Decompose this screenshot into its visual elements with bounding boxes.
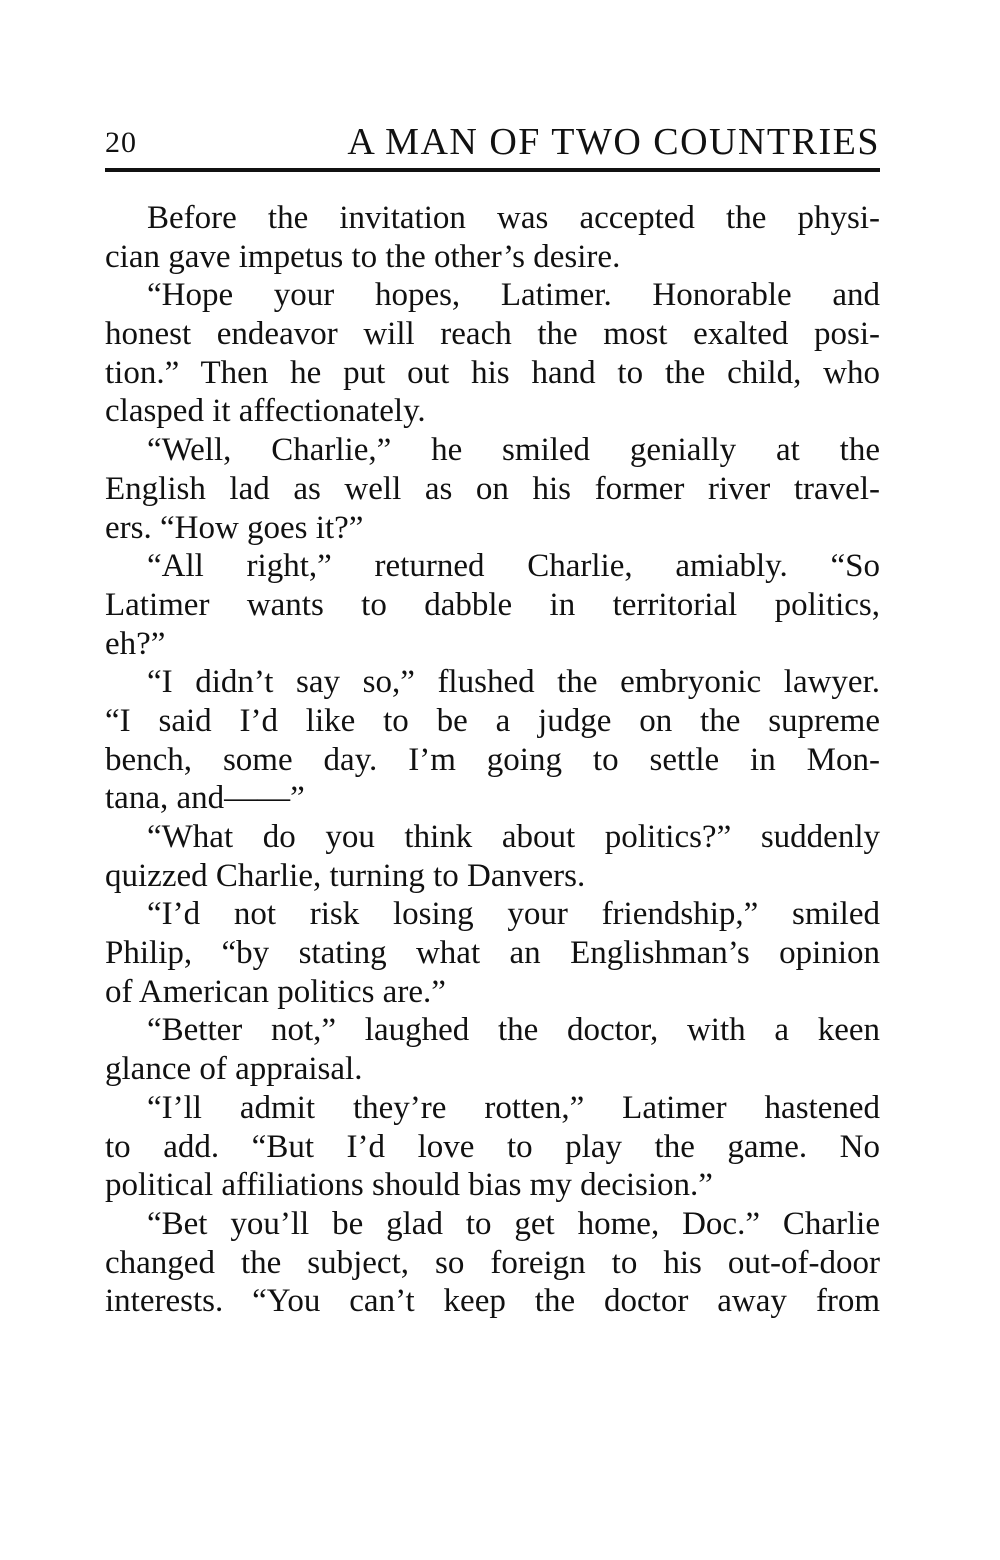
- text-line: “I’ll admit they’re rotten,” Latimer hastened: [147, 1089, 880, 1126]
- text-line: clasped it affectionately.: [105, 393, 426, 430]
- text-line: “Bet you’ll be glad to get home, Doc.” Charlie: [147, 1205, 880, 1242]
- text-line: “I didn’t say so,” flushed the embryonic lawyer.: [147, 664, 880, 701]
- text-line: “What do you think about politics?” suddenly: [147, 819, 880, 855]
- header-rule: [105, 168, 880, 172]
- text-line: changed the subject, so foreign to his out-of-door: [105, 1244, 880, 1281]
- text-line: Philip, “by stating what an Englishman’s opinion: [105, 935, 880, 972]
- text-line: political affiliations should bias my decision.”: [105, 1167, 713, 1204]
- text-line: honest endeavor will reach the most exalted posi-: [105, 316, 880, 353]
- page-number: 20: [105, 126, 137, 159]
- text-line: English lad as well as on his former river travel-: [105, 470, 880, 507]
- text-line: “I said I’d like to be a judge on the supreme: [105, 702, 880, 739]
- text-line: “All right,” returned Charlie, amiably. “So: [147, 548, 880, 585]
- page-header: [105, 120, 880, 168]
- text-line: Latimer wants to dabble in territorial politics,: [105, 586, 880, 623]
- text-line: “Well, Charlie,” he smiled genially at the: [147, 432, 880, 469]
- text-line: eh?”: [105, 625, 166, 662]
- text-line: interests. “You can’t keep the doctor away from: [105, 1283, 880, 1320]
- text-line: to add. “But I’d love to play the game. No: [105, 1128, 880, 1165]
- running-title: A MAN OF TWO COUNTRIES: [347, 121, 880, 163]
- text-line: tana, and——”: [105, 780, 305, 817]
- text-line: of American politics are.”: [105, 973, 446, 1010]
- text-line: tion.” Then he put out his hand to the child, who: [105, 354, 880, 391]
- text-line: bench, some day. I’m going to settle in Mon-: [105, 741, 880, 778]
- text-line: glance of appraisal.: [105, 1051, 363, 1088]
- text-line: Before the invitation was accepted the physi-: [147, 200, 880, 236]
- text-line: “Hope your hopes, Latimer. Honorable and: [147, 277, 880, 314]
- text-line: quizzed Charlie, turning to Danvers.: [105, 857, 586, 894]
- text-line: cian gave impetus to the other’s desire.: [105, 238, 621, 275]
- body-text: [105, 199, 880, 1321]
- text-line: “Better not,” laughed the doctor, with a keen: [147, 1012, 880, 1049]
- text-line: ers. “How goes it?”: [105, 509, 364, 546]
- text-line: “I’d not risk losing your friendship,” smiled: [147, 896, 880, 933]
